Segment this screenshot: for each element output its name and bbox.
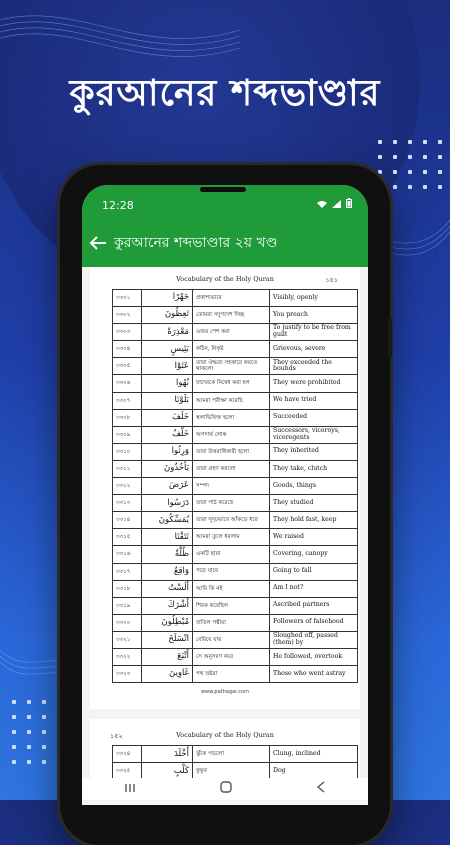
- bengali-meaning: তারা উত্তরাধিকারী হলো: [193, 443, 270, 460]
- bengali-meaning: পড়ে যাবে: [193, 563, 270, 580]
- entry-number: ৩৩১০: [113, 443, 142, 460]
- decor-dots-left: [12, 700, 61, 764]
- arabic-word: أَتْبَعَ: [142, 648, 193, 665]
- table-row: [113, 746, 358, 763]
- bengali-meaning: ওজর পেশ করা: [193, 324, 270, 341]
- bengali-meaning: স্থলাভিষিক্ত হলো: [193, 409, 270, 426]
- table-row: [113, 290, 358, 307]
- table-row: [113, 495, 358, 512]
- table-row: [113, 614, 358, 631]
- arabic-word: بَئِيسٍ: [142, 341, 193, 358]
- entry-number: ৩৩০১: [113, 290, 142, 307]
- home-icon[interactable]: [220, 781, 232, 797]
- running-title: Vocabulary of the Holy Quran: [176, 275, 274, 283]
- entry-number: ৩৩০৭: [113, 392, 142, 409]
- page-footer-url: www.pathagar.com: [201, 689, 249, 696]
- bengali-meaning: প্রকাশ্যভাবে: [193, 290, 270, 307]
- promo-title: কুরআনের শব্দভাণ্ডার: [69, 73, 381, 114]
- bengali-meaning: তারা সুদৃঢ়ভাবে আঁকড়ে ধরে: [193, 512, 270, 529]
- bengali-meaning: ঝুঁকে পড়লো: [193, 746, 270, 763]
- table-row: [113, 580, 358, 597]
- arabic-word: أَلَسْتُ: [142, 580, 193, 597]
- arabic-word: مُبْطِلُونَ: [142, 614, 193, 631]
- arabic-word: كَلْبٍ: [142, 763, 193, 780]
- entry-number: ৩৩২৫: [113, 763, 142, 780]
- english-meaning: They hold fast, keep: [270, 512, 358, 529]
- english-meaning: Followers of falsehood: [270, 614, 358, 631]
- english-meaning: Covering, canopy: [270, 546, 358, 563]
- table-row: [113, 375, 358, 392]
- arabic-word: وَرِثُوا: [142, 443, 193, 460]
- bengali-meaning: তারা গ্রহণ করলো: [193, 460, 270, 477]
- signal-icon: [332, 200, 346, 211]
- english-meaning: We raised: [270, 529, 358, 546]
- bengali-meaning: আমি কি নই: [193, 580, 270, 597]
- table-row: [113, 648, 358, 665]
- arabic-word: غَاوِينَ: [142, 666, 193, 683]
- page-header: [90, 729, 360, 743]
- entry-number: ৩৩১৫: [113, 529, 142, 546]
- table-row: [113, 478, 358, 495]
- english-meaning: He followed, overtook: [270, 648, 358, 665]
- english-meaning: Those who went astray: [270, 666, 358, 683]
- arabic-word: انْسَلَخَ: [142, 631, 193, 648]
- bengali-meaning: একটি ছায়া: [193, 546, 270, 563]
- table-row: [113, 443, 358, 460]
- table-row: [113, 324, 358, 341]
- entry-number: ৩৩১৮: [113, 580, 142, 597]
- arabic-word: نَتَقْنَا: [142, 529, 193, 546]
- entry-number: ৩৩১১: [113, 460, 142, 477]
- english-meaning: Clung, inclined: [270, 746, 358, 763]
- english-meaning: Goods, things: [270, 478, 358, 495]
- arabic-word: نُهُوا: [142, 375, 193, 392]
- bengali-meaning: কঠিন, নিকৃষ্ট: [193, 341, 270, 358]
- bengali-meaning: অপদার্থ লোক: [193, 426, 270, 443]
- entry-number: ৩৩১৭: [113, 563, 142, 580]
- table-row: [113, 631, 358, 648]
- app-screen: [82, 185, 368, 805]
- bengali-meaning: কুকুর: [193, 763, 270, 780]
- english-meaning: To justify to be free from guilt: [270, 324, 358, 341]
- bengali-meaning: সম্পদ: [193, 478, 270, 495]
- recent-apps-icon[interactable]: [124, 782, 136, 797]
- arabic-word: يَأْخُذُونَ: [142, 460, 193, 477]
- bengali-meaning: আমরা তুলে ধরলাম: [193, 529, 270, 546]
- status-icons: [317, 198, 352, 211]
- arabic-word: وَاقِعٌ: [142, 563, 193, 580]
- entry-number: ৩৩০২: [113, 307, 142, 324]
- system-nav-bar: [82, 778, 368, 800]
- english-meaning: Grievous, severe: [270, 341, 358, 358]
- camera-notch: [200, 187, 246, 192]
- table-row: [113, 358, 358, 375]
- table-row: [113, 597, 358, 614]
- arabic-word: دَرَسُوا: [142, 495, 193, 512]
- arabic-word: يُمَسِّكُونَ: [142, 512, 193, 529]
- english-meaning: Am I not?: [270, 580, 358, 597]
- entry-number: ৩৩০৬: [113, 375, 142, 392]
- entry-number: ৩৩০৫: [113, 358, 142, 375]
- entry-number: ৩৩২৩: [113, 666, 142, 683]
- table-row: [113, 426, 358, 443]
- entry-number: ৩৩০৯: [113, 426, 142, 443]
- table-row: [113, 546, 358, 563]
- table-row: [113, 563, 358, 580]
- bengali-meaning: বেরিয়ে যায়: [193, 631, 270, 648]
- english-meaning: Going to fall: [270, 563, 358, 580]
- pdf-viewer[interactable]: [82, 267, 368, 805]
- arabic-word: بَلَوْنَا: [142, 392, 193, 409]
- toolbar: [82, 219, 368, 267]
- status-bar: [82, 185, 368, 219]
- english-meaning: Succeeded: [270, 409, 358, 426]
- table-row: [113, 529, 358, 546]
- arabic-word: أَخْلَدَ: [142, 746, 193, 763]
- english-meaning: They exceeded the bounds: [270, 358, 358, 375]
- entry-number: ৩৩১২: [113, 478, 142, 495]
- english-meaning: Visibly, openly: [270, 290, 358, 307]
- bengali-meaning: তারা ঔদ্ধত্য সহকারে করতে থাকলো: [193, 358, 270, 375]
- english-meaning: We have tried: [270, 392, 358, 409]
- vocabulary-table: [112, 289, 358, 683]
- table-row: [113, 460, 358, 477]
- table-row: [113, 666, 358, 683]
- entry-number: ৩৩২৪: [113, 746, 142, 763]
- arabic-word: أَشْرَكَ: [142, 597, 193, 614]
- nav-back-icon[interactable]: [316, 781, 326, 797]
- arabic-word: خَلْفٌ: [142, 426, 193, 443]
- table-row: [113, 392, 358, 409]
- bengali-meaning: তোমরা সদুপদেশ দিচ্ছ: [193, 307, 270, 324]
- entry-number: ৩৩১৬: [113, 546, 142, 563]
- english-meaning: Ascribed partners: [270, 597, 358, 614]
- bengali-meaning: সে অনুসরণ করে: [193, 648, 270, 665]
- table-row: [113, 341, 358, 358]
- arabic-word: عَرَضَ: [142, 478, 193, 495]
- arrow-left-icon[interactable]: [88, 233, 108, 253]
- english-meaning: Sloughed off, passed (them) by: [270, 631, 358, 648]
- entry-number: ৩৩০৮: [113, 409, 142, 426]
- english-meaning: You preach: [270, 307, 358, 324]
- toolbar-title: কুরআনের শব্দভাণ্ডার ২য় খণ্ড: [114, 235, 278, 251]
- bengali-meaning: বাতিল পন্থীরা: [193, 614, 270, 631]
- page-header: [90, 273, 360, 287]
- bengali-meaning: শিরক করেছিল: [193, 597, 270, 614]
- bengali-meaning: আমরা পরীক্ষা করেছি: [193, 392, 270, 409]
- arabic-word: تَعِظُونَ: [142, 307, 193, 324]
- page-number: ১৫১: [325, 276, 338, 284]
- entry-number: ৩৩২০: [113, 614, 142, 631]
- arabic-word: عَتَوْا: [142, 358, 193, 375]
- english-meaning: Dog: [270, 763, 358, 780]
- phone-side-button: [388, 318, 392, 358]
- english-meaning: They inherited: [270, 443, 358, 460]
- arabic-word: مَعْذِرَةً: [142, 324, 193, 341]
- app-bar: [82, 185, 368, 267]
- entry-number: ৩৩১৩: [113, 495, 142, 512]
- bengali-meaning: তারা পাঠ করেছে: [193, 495, 270, 512]
- entry-number: ৩৩২১: [113, 631, 142, 648]
- table-row: [113, 512, 358, 529]
- wifi-icon: [317, 200, 332, 211]
- page-number: ১৫২: [110, 732, 123, 741]
- entry-number: ৩৩০৩: [113, 324, 142, 341]
- table-row: [113, 307, 358, 324]
- english-meaning: They studied: [270, 495, 358, 512]
- running-title: Vocabulary of the Holy Quran: [176, 731, 274, 740]
- table-row: [113, 409, 358, 426]
- entry-number: ৩৩০৪: [113, 341, 142, 358]
- battery-icon: [346, 200, 352, 211]
- arabic-word: خَلَفَ: [142, 409, 193, 426]
- pdf-page-151: [90, 267, 360, 709]
- status-time: 12:28: [102, 199, 134, 212]
- entry-number: ৩৩১৪: [113, 512, 142, 529]
- bengali-meaning: যাদেরকে নিষেধ করা হল: [193, 375, 270, 392]
- decor-dots-right: [378, 140, 442, 189]
- entry-number: ৩৩১৯: [113, 597, 142, 614]
- arabic-word: ظُلَّةٌ: [142, 546, 193, 563]
- english-meaning: They were prohibited: [270, 375, 358, 392]
- bengali-meaning: পথ ভ্রষ্টরা: [193, 666, 270, 683]
- english-meaning: They take, clutch: [270, 460, 358, 477]
- arabic-word: جَهْرًا: [142, 290, 193, 307]
- entry-number: ৩৩২২: [113, 648, 142, 665]
- english-meaning: Successors, viceroys, viceregents: [270, 426, 358, 443]
